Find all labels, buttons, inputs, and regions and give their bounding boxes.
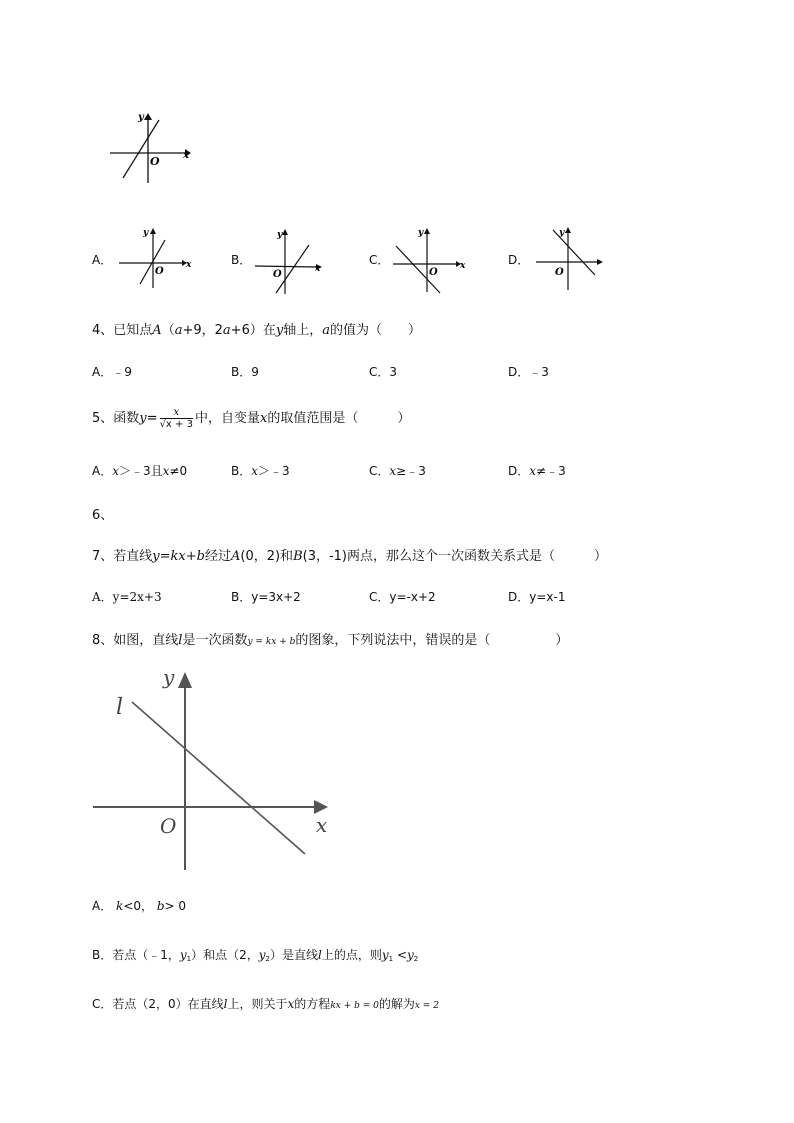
q5-option-d: D．x≠﹣3 — [508, 464, 566, 478]
q7-stem: 7、若直线y=kx+b经过A(0，2)和B(3，-1)两点，那么这个一次函数关系式是（ ） — [92, 549, 608, 564]
q4-option-c: C．3 — [369, 365, 398, 379]
q8-option-b: B．若点（﹣1，$y_1$）和点（2，$y_2$）是直线l上的点，则$y_1 <y_2$ — [92, 948, 419, 963]
svg-text:O: O — [555, 267, 564, 278]
q7-option-b: B．y=3x+2 — [231, 590, 301, 604]
q5-option-c: C．x≥﹣3 — [369, 464, 426, 478]
q3-option-a-graph — [116, 226, 196, 291]
graph-y-label: y — [138, 112, 144, 123]
q3-option-d-graph — [533, 225, 613, 295]
svg-text:O: O — [273, 269, 282, 280]
q3-option-c-graph — [390, 226, 470, 296]
q4-option-a: A．﹣9 — [92, 365, 132, 379]
svg-text:y: y — [143, 228, 149, 238]
q7-option-d: D．y=x-1 — [508, 590, 566, 604]
svg-text:y: y — [277, 230, 283, 240]
svg-text:O: O — [155, 266, 164, 277]
q5-stem: 5、函数y= $\frac{x}{√x + 3}$ 中，自变量x的取值范围是（ ） — [92, 407, 411, 430]
q3-option-b-graph — [252, 227, 332, 297]
svg-text:y: y — [559, 228, 565, 238]
graph-x-label: x — [183, 150, 189, 161]
svg-text:x: x — [186, 260, 192, 270]
q8-option-c: C．若点（2，0）在直线l上，则关于x的方程kx + b = 0的解为x = 2 — [92, 997, 439, 1011]
q5-fraction: $\frac{x}{√x + 3}$ — [159, 407, 193, 430]
q8-stem: 8、如图，直线l是一次函数y = kx + b的图象，下列说法中，错误的是（ ） — [92, 633, 569, 648]
q8-y-label: y — [163, 665, 175, 689]
q4-option-b: B．9 — [231, 365, 259, 379]
graph-origin-label: O — [150, 155, 160, 168]
q4-option-d: D．﹣3 — [508, 365, 549, 379]
q8-origin-label: O — [160, 814, 177, 838]
svg-text:O: O — [429, 267, 438, 278]
q3-option-b-label: B． — [231, 253, 252, 267]
q3-option-d-label: D． — [508, 253, 530, 267]
q3-option-a-label: A． — [92, 253, 113, 267]
q5-option-a: A．x＞﹣3且x≠0 — [92, 464, 188, 478]
q3-main-graph — [105, 110, 195, 190]
q3-option-c-label: C． — [369, 253, 390, 267]
svg-text:x: x — [315, 264, 321, 274]
q8-option-a: A． k<0， b> 0 — [92, 899, 187, 913]
q4-stem: 4、已知点A（a+9，2a+6）在y轴上，a的值为（ ） — [92, 323, 421, 338]
q6-number: 6、 — [92, 508, 114, 523]
q8-line-label: l — [116, 695, 124, 720]
q8-x-label: x — [316, 813, 328, 837]
q5-option-b: B．x＞﹣3 — [231, 464, 290, 478]
svg-text:y: y — [418, 228, 424, 238]
q7-option-a: A．y=2x+3 — [92, 590, 162, 604]
q7-option-c: C．y=-x+2 — [369, 590, 436, 604]
q8-graph — [90, 662, 340, 877]
svg-text:x: x — [460, 261, 466, 271]
